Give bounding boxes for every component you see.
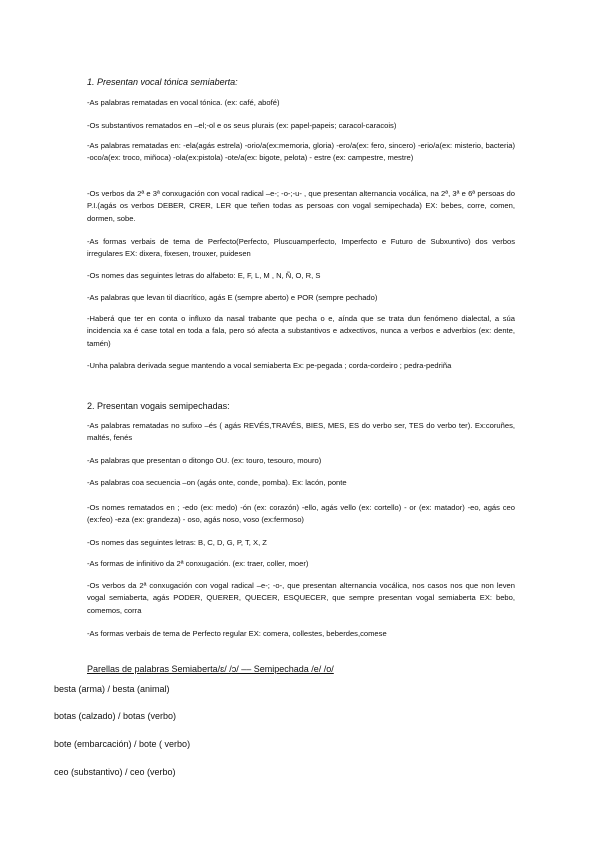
- section1-item: -Os verbos da 2ª e 3ª conxugación con vocal radical –e-; -o-;-u- , que presentan alternancia vocálica, na 2ª, 3ª e 6ª persoas do P.I.(agás os verbos DEBER, CRER, LER que teñen todas as persoas con vogal semipechada) EX: bebes, corre, comen, dormen, sobe.: [87, 189, 515, 223]
- pair-item: botas (calzado) / botas (verbo): [54, 711, 177, 721]
- section1-item: -Os nomes das seguintes letras do alfabeto: E, F, L, M , N, Ñ, O, R, S: [87, 271, 321, 280]
- section1-item: -Haberá que ter en conta o influxo da nasal trabante que pecha o e, aínda que se trata dun fenómeno dialectal, a súa incidencia xa é case total en toda a fala, pero só afecta a substantivos e adxectivos, nunca a verbos e adverbios (ex: dente, tamén): [87, 314, 515, 348]
- pair-item: bote (embarcación) / bote ( verbo): [54, 739, 191, 749]
- section2-item: -As formas verbais de tema de Perfecto regular EX: comera, collestes, beberdes,comese: [87, 629, 387, 638]
- section1-item: -As palabras rematadas en: -ela(agás estrela) -orio/a(ex:memoria, gloria) -ero/a(ex: fero, sincero) -erio/a(ex: misterio, bacteria) -oco/a(ex: troco, miñoca) -ola(ex:pistola) -ote/a(ex: bigote, pelota) - estre (ex: campestre, mestre): [87, 141, 515, 163]
- section2-item: -As palabras rematadas no sufixo –és ( agás REVÉS,TRAVÉS, BIES, MES, ES do verbo ser, TES do verbo ter). Ex:coruñes, maltés, fenés: [87, 421, 515, 443]
- pairs-title: Parellas de palabras Semiaberta/ɛ/ /ɔ/ –– Semipechada /e/ /o/: [87, 664, 334, 674]
- section1-title: 1. Presentan vocal tónica semiaberta:: [87, 77, 238, 87]
- section1-item: -Os substantivos rematados en –el;-ol e os seus plurais (ex: papel-papeis; caracol-caracois): [87, 121, 397, 130]
- section2-title: 2. Presentan vogais semipechadas:: [87, 401, 230, 411]
- section2-item: -Os nomes das seguintes letras: B, C, D, G, P, T, X, Z: [87, 538, 267, 547]
- section2-item: -As palabras que presentan o ditongo OU. (ex: touro, tesouro, mouro): [87, 456, 322, 465]
- section1-item: -As formas verbais de tema de Perfecto(Perfecto, Pluscuamperfecto, Imperfecto e Futuro de Subxuntivo) dos verbos irregulares EX: dixera, fixesen, trouxer, puidesen: [87, 237, 515, 259]
- section1-item: -Unha palabra derivada segue mantendo a vocal semiaberta Ex: pe-pegada ; corda-cordeiro ; pedra-pedriña: [87, 361, 452, 370]
- section2-item: -Os verbos da 2ª conxugación con vogal radical –e-; -o-, que presentan alternancia vocálica, nos casos nos que non leven vogal semiaberta, agás PODER, QUERER, QUECER, ESQUECER, que sempre presentan vogal semiaberta EX: bebo, comemos, corra: [87, 581, 515, 615]
- pair-item: ceo (substantivo) / ceo (verbo): [54, 767, 176, 777]
- section2-item: -As formas de infinitivo da 2ª conxugación. (ex: traer, coller, moer): [87, 559, 309, 568]
- section2-item: -Os nomes rematados en ; -edo (ex: medo) -ón (ex: corazón) -ello, agás vello (ex: cortello) - or (ex: matador) -eo, agás ceo (ex:feo) -eza (ex: grandeza) - oso, agás noso, voso (ex:fermoso): [87, 503, 515, 525]
- pair-item: besta (arma) / besta (animal): [54, 684, 170, 694]
- section2-item: -As palabras coa secuencia –on (agás onte, conde, pomba). Ex: lacón, ponte: [87, 478, 347, 487]
- section1-item: -As palabras que levan til diacrítico, agás E (sempre aberto) e POR (sempre pechado): [87, 293, 378, 302]
- section1-item: -As palabras rematadas en vocal tónica. (ex: café, abofé): [87, 98, 280, 107]
